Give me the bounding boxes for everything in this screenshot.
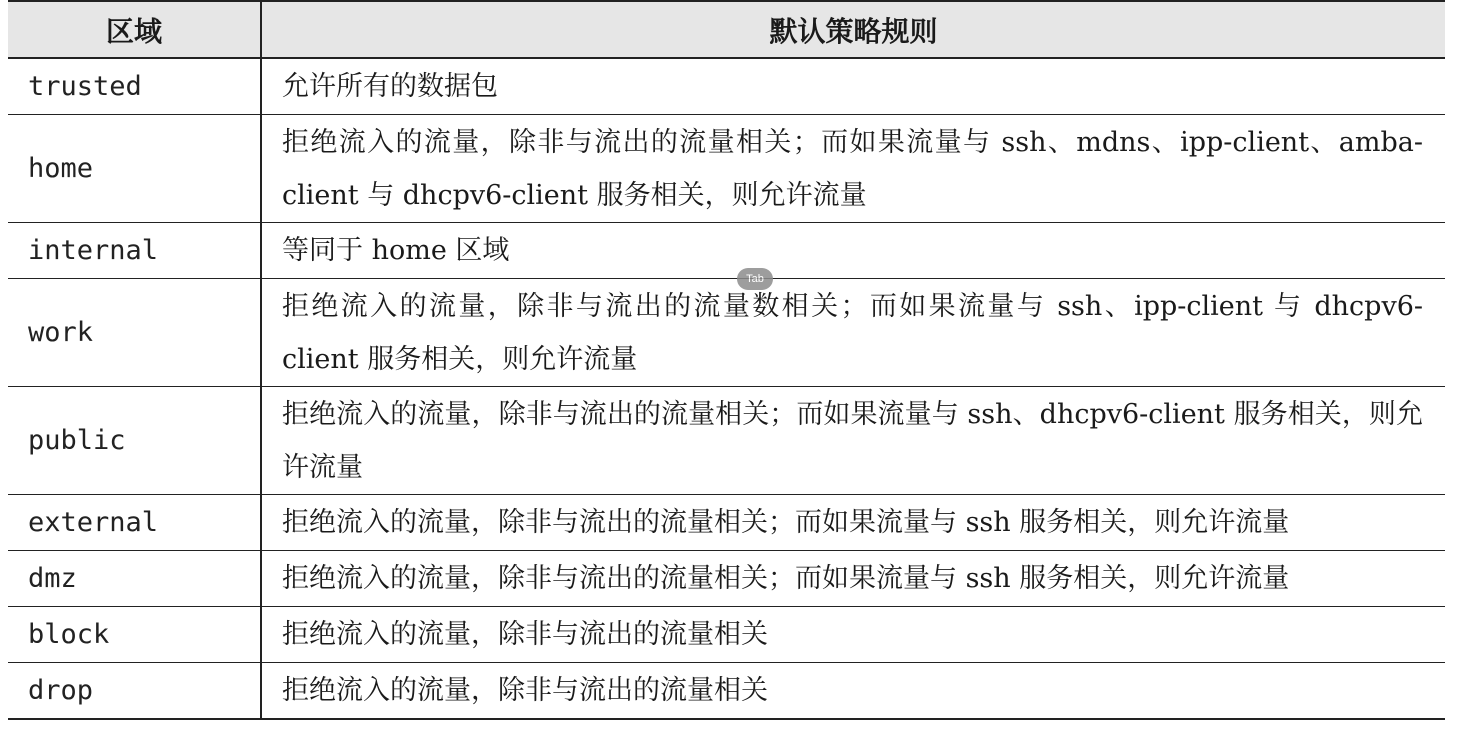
header-zone: 区域 <box>8 1 261 58</box>
table-row <box>8 58 1445 115</box>
zone-cell: public <box>8 387 261 495</box>
rule-cell: 拒绝流入的流量，除非与流出的流量相关；而如果流量与 ssh 服务相关，则允许流量 <box>261 551 1445 607</box>
zone-cell: internal <box>8 223 261 279</box>
tab-badge[interactable]: Tab <box>737 268 773 290</box>
rule-cell: 拒绝流入的流量，除非与流出的流量相关 <box>261 663 1445 720</box>
rule-cell: 拒绝流入的流量，除非与流出的流量相关 <box>261 607 1445 663</box>
zone-cell: work <box>8 279 261 387</box>
table-row <box>8 223 1445 279</box>
table-header-row <box>8 1 1445 58</box>
zone-cell: trusted <box>8 58 261 115</box>
table-row <box>8 495 1445 551</box>
header-rule: 默认策略规则 <box>261 1 1445 58</box>
zone-policy-table-container <box>8 0 1445 720</box>
zone-cell: external <box>8 495 261 551</box>
table-row <box>8 607 1445 663</box>
zone-cell: dmz <box>8 551 261 607</box>
table-row <box>8 387 1445 495</box>
zone-policy-table <box>8 0 1445 720</box>
zone-cell: block <box>8 607 261 663</box>
rule-cell: 拒绝流入的流量，除非与流出的流量相关；而如果流量与 ssh、mdns、ipp-client、amba-client 与 dhcpv6-client 服务相关，则允许流量 <box>261 115 1445 223</box>
zone-cell: home <box>8 115 261 223</box>
table-row <box>8 279 1445 387</box>
table-row <box>8 551 1445 607</box>
table-row <box>8 115 1445 223</box>
table-row <box>8 663 1445 720</box>
rule-cell: 拒绝流入的流量，除非与流出的流量数相关；而如果流量与 ssh、ipp-client 与 dhcpv6-client 服务相关，则允许流量 <box>261 279 1445 387</box>
rule-cell: 等同于 home 区域 <box>261 223 1445 279</box>
zone-cell: drop <box>8 663 261 720</box>
rule-cell: 允许所有的数据包 <box>261 58 1445 115</box>
rule-cell: 拒绝流入的流量，除非与流出的流量相关；而如果流量与 ssh 服务相关，则允许流量 <box>261 495 1445 551</box>
rule-cell: 拒绝流入的流量，除非与流出的流量相关；而如果流量与 ssh、dhcpv6-client 服务相关，则允许流量 <box>261 387 1445 495</box>
